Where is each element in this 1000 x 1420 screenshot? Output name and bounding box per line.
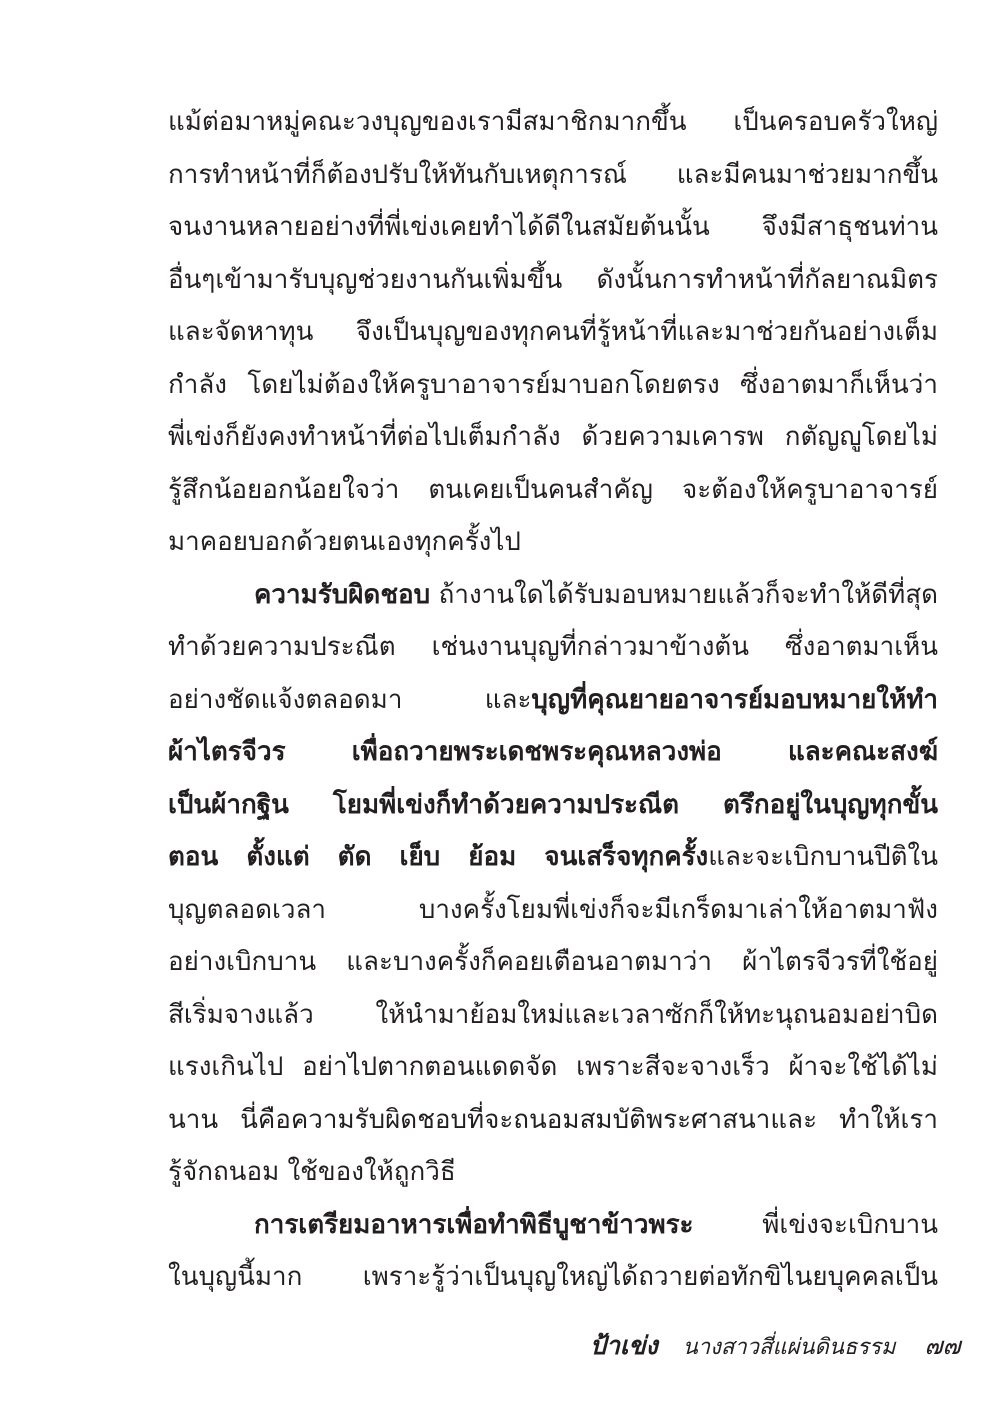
text-line <box>168 884 938 937</box>
text-segment: จนงานหลายอย่างที่พี่เข่งเคยทำได้ดีในสมัยต้นนั้น จึงมีสาธุชนท่าน <box>168 212 938 242</box>
text-segment: ทำด้วยความประณีต เช่นงานบุญที่กล่าวมาข้างต้น ซึ่งอาตมาเห็น <box>168 632 938 662</box>
text-segment: นาน นี่คือความรับผิดชอบที่จะถนอมสมบัติพระศาสนาและ ทำให้เรา <box>168 1104 938 1135</box>
text-segment: การทำหน้าที่ก็ต้องปรับให้ทันกับเหตุการณ์ และมีคนมาช่วยมากขึ้น <box>168 159 938 190</box>
paragraph-start-line <box>168 569 938 622</box>
text-line <box>168 621 938 674</box>
footer-book-title: นางสาวสี่แผ่นดินธรรม <box>682 1335 896 1360</box>
bold-text-segment: ตอน ตั้งแต่ ตัด เย็บ ย้อม จนเสร็จทุกครั้ง <box>168 842 709 872</box>
text-segment: สีเริ่มจางแล้ว ให้นำมาย้อมใหม่และเวลาซักก็ให้ทะนุถนอมอย่าบิด <box>168 999 938 1030</box>
text-line <box>168 989 938 1042</box>
text-segment: และจะเบิกบานปีติใน <box>708 842 938 872</box>
text-segment: รู้จักถนอม ใช้ของให้ถูกวิธี <box>168 1157 456 1187</box>
text-line <box>168 149 938 202</box>
text-line <box>168 831 938 884</box>
paragraph-start-line <box>168 1199 938 1252</box>
text-line <box>168 674 938 727</box>
text-segment: แรงเกินไป อย่าไปตากตอนแดดจัด เพราะสีจะจางเร็ว ผ้าจะใช้ได้ไม่ <box>168 1052 938 1082</box>
text-line <box>168 1094 938 1147</box>
bold-text-segment: ผ้าไตรจีวร เพื่อถวายพระเดชพระคุณหลวงพ่อ และคณะสงฆ์ <box>168 737 938 767</box>
text-segment: แม้ต่อมาหมู่คณะวงบุญของเรามีสมาชิกมากขึ้น เป็นครอบครัวใหญ่ <box>168 107 938 137</box>
text-segment: อื่นๆเข้ามารับบุญช่วยงานกันเพิ่มขึ้น ดังนั้นการทำหน้าที่กัลยาณมิตร <box>168 264 938 295</box>
text-line <box>168 779 938 832</box>
text-segment: มาคอยบอกด้วยตนเองทุกครั้งไป <box>168 527 521 557</box>
text-line <box>168 254 938 307</box>
text-line <box>168 1146 938 1199</box>
text-segment: อย่างชัดแจ้งตลอดมา และ <box>168 684 532 715</box>
text-line <box>168 1041 938 1094</box>
text-line <box>168 464 938 517</box>
footer-author: ป้าเข่ง <box>590 1331 658 1360</box>
text-segment: ถ้างานใดได้รับมอบหมายแล้วก็จะทำให้ดีที่สุด <box>430 579 938 610</box>
bold-text-segment: ความรับผิดชอบ <box>254 579 431 610</box>
bold-text-segment: เป็นผ้ากฐิน โยมพี่เข่งก็ทำด้วยความประณีต ตรึกอยู่ในบุญทุกขั้น <box>168 789 938 820</box>
text-line <box>168 936 938 989</box>
text-segment: ในบุญนี้มาก เพราะรู้ว่าเป็นบุญใหญ่ได้ถวายต่อทักขิไนยบุคคลเป็น <box>168 1262 938 1292</box>
text-segment: บุญตลอดเวลา บางครั้งโยมพี่เข่งก็จะมีเกร็ดมาเล่าให้อาตมาฟัง <box>168 894 938 925</box>
text-line <box>168 726 938 779</box>
bold-text-segment: การเตรียมอาหารเพื่อทำพิธีบูชาข้าวพระ <box>254 1209 694 1240</box>
text-line <box>168 96 938 149</box>
page-body-text <box>168 96 938 1304</box>
text-line <box>168 411 938 464</box>
text-line <box>168 201 938 254</box>
text-segment: และจัดหาทุน จึงเป็นบุญของทุกคนที่รู้หน้าที่และมาช่วยกันอย่างเต็ม <box>168 317 938 347</box>
text-segment: อย่างเบิกบาน และบางครั้งก็คอยเตือนอาตมาว่า ผ้าไตรจีวรที่ใช้อยู่ <box>168 947 938 977</box>
text-line <box>168 516 938 569</box>
text-line <box>168 306 938 359</box>
text-segment: พี่เข่งจะเบิกบาน <box>693 1209 938 1240</box>
text-line <box>168 359 938 412</box>
page-footer <box>590 1326 961 1366</box>
bold-text-segment: บุญที่คุณยายอาจารย์มอบหมายให้ทำ <box>531 684 938 715</box>
page-number: ๗๗ <box>924 1332 961 1360</box>
text-segment: พี่เข่งก็ยังคงทำหน้าที่ต่อไปเต็มกำลัง ด้วยความเคารพ กตัญญูโดยไม่ <box>168 422 938 452</box>
text-line <box>168 1251 938 1304</box>
text-segment: กำลัง โดยไม่ต้องให้ครูบาอาจารย์มาบอกโดยตรง ซึ่งอาตมาก็เห็นว่า <box>168 369 938 400</box>
text-segment: รู้สึกน้อยอกน้อยใจว่า ตนเคยเป็นคนสำคัญ จะต้องให้ครูบาอาจารย์ <box>168 474 938 505</box>
